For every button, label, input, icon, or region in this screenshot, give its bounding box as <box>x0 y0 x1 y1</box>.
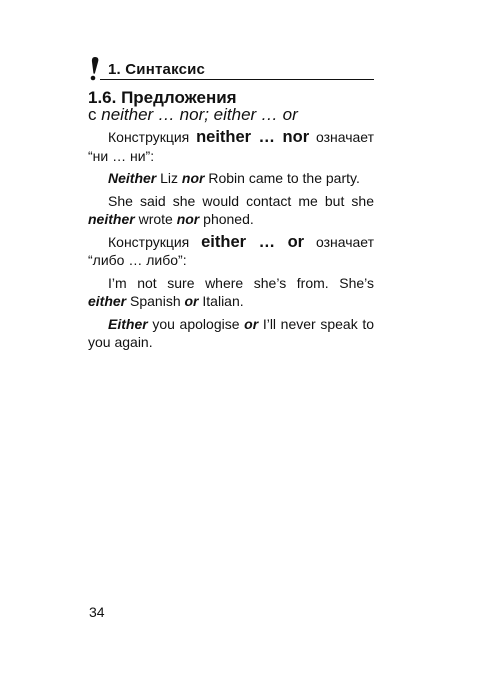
example-sentence <box>88 274 374 311</box>
keyword: nor <box>181 170 205 186</box>
section-heading <box>88 89 378 123</box>
keyword: nor <box>176 211 200 227</box>
text: Liz <box>160 170 179 186</box>
example-sentence <box>88 192 374 229</box>
text: “либо … либо”: <box>88 252 187 268</box>
paragraph-either-or-intro <box>88 233 374 270</box>
example-sentence <box>88 169 374 188</box>
text: Конструкция <box>108 233 190 250</box>
text: Spanish <box>130 293 181 309</box>
example-sentence <box>88 315 374 352</box>
keyword: neither … nor <box>196 128 310 146</box>
keyword: or <box>184 293 199 309</box>
header-divider <box>100 79 374 80</box>
body-text <box>88 128 374 356</box>
text: I’ll never speak to you again. <box>88 315 375 350</box>
text: wrote <box>138 211 173 227</box>
keyword: Either <box>108 315 148 332</box>
keyword: either <box>88 293 127 309</box>
text: означает <box>315 233 375 250</box>
text: you apologise <box>152 315 240 332</box>
paragraph-neither-nor-intro <box>88 128 374 165</box>
text: I’m not sure where she’s from. She’s <box>108 274 374 291</box>
section-subtitle-prefix: с <box>88 105 97 124</box>
text: phoned. <box>203 211 254 227</box>
keyword: Neither <box>108 170 157 186</box>
chapter-title: 1. Синтаксис <box>108 61 206 78</box>
text: “ни … ни”: <box>88 147 155 164</box>
section-title: 1.6. Предложения <box>88 88 237 107</box>
text: Robin came to the party. <box>208 170 360 186</box>
text: означает <box>315 129 375 145</box>
text: She said she would contact me but she <box>108 192 374 209</box>
section-subtitle-constructions: neither … nor; either … or <box>101 105 298 124</box>
page-number: 34 <box>89 604 105 620</box>
chapter-header <box>88 56 374 82</box>
text: Italian. <box>202 293 244 309</box>
keyword: or <box>244 315 259 332</box>
section-subtitle <box>88 106 378 123</box>
text: Конструкция <box>108 129 190 145</box>
keyword: either … or <box>201 232 305 251</box>
keyword: neither <box>88 211 135 227</box>
